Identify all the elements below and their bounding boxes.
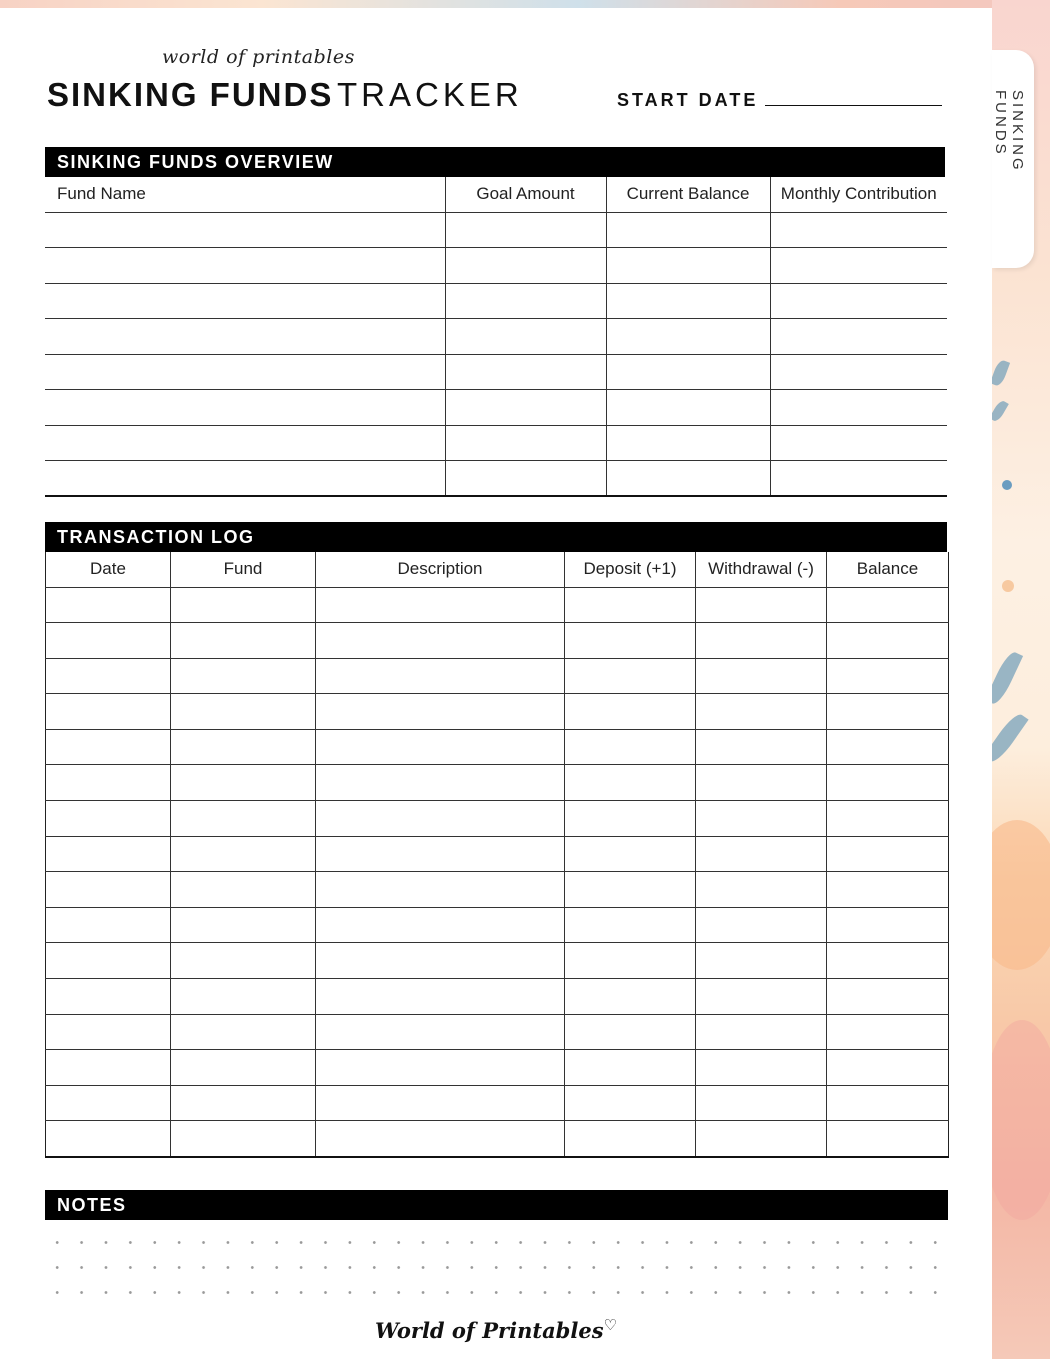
transaction-cell[interactable] bbox=[171, 658, 316, 694]
transaction-cell[interactable] bbox=[316, 765, 565, 801]
top-decor-strip bbox=[0, 0, 1050, 8]
transaction-cell[interactable] bbox=[565, 1085, 696, 1121]
overview-row bbox=[45, 354, 947, 390]
transaction-cell[interactable] bbox=[696, 1085, 827, 1121]
transaction-cell[interactable] bbox=[565, 658, 696, 694]
transaction-column-header: Balance bbox=[827, 552, 949, 587]
transaction-row bbox=[46, 765, 949, 801]
overview-cell[interactable] bbox=[445, 212, 606, 248]
overview-cell[interactable] bbox=[606, 461, 770, 497]
transaction-row bbox=[46, 587, 949, 623]
transaction-cell[interactable] bbox=[565, 623, 696, 659]
start-date-label: START DATE bbox=[617, 90, 759, 110]
transaction-cell[interactable] bbox=[171, 1014, 316, 1050]
transaction-cell[interactable] bbox=[696, 872, 827, 908]
overview-cell[interactable] bbox=[770, 354, 947, 390]
overview-cell[interactable] bbox=[45, 212, 445, 248]
transaction-row bbox=[46, 979, 949, 1015]
overview-cell[interactable] bbox=[45, 283, 445, 319]
overview-cell[interactable] bbox=[45, 354, 445, 390]
transaction-cell[interactable] bbox=[696, 836, 827, 872]
dot-icon bbox=[1002, 480, 1012, 490]
overview-cell[interactable] bbox=[606, 354, 770, 390]
transaction-cell[interactable] bbox=[171, 801, 316, 837]
transaction-row bbox=[46, 943, 949, 979]
overview-cell[interactable] bbox=[770, 283, 947, 319]
overview-cell[interactable] bbox=[445, 283, 606, 319]
transaction-table bbox=[45, 552, 949, 1158]
transaction-row bbox=[46, 1121, 949, 1157]
transaction-cell[interactable] bbox=[46, 729, 171, 765]
transaction-cell[interactable] bbox=[171, 623, 316, 659]
overview-column-header: Fund Name bbox=[45, 177, 445, 212]
transaction-cell[interactable] bbox=[827, 1014, 949, 1050]
transaction-cell[interactable] bbox=[827, 801, 949, 837]
leaf-icon bbox=[992, 359, 1010, 388]
transaction-cell[interactable] bbox=[46, 943, 171, 979]
transaction-cell[interactable] bbox=[696, 943, 827, 979]
transaction-cell[interactable] bbox=[46, 1014, 171, 1050]
transaction-column-header: Date bbox=[46, 552, 171, 587]
dot-icon bbox=[1002, 580, 1014, 592]
transaction-cell[interactable] bbox=[316, 623, 565, 659]
overview-cell[interactable] bbox=[606, 212, 770, 248]
overview-table bbox=[45, 177, 947, 497]
overview-cell[interactable] bbox=[770, 461, 947, 497]
overview-cell[interactable] bbox=[606, 283, 770, 319]
transaction-row bbox=[46, 694, 949, 730]
transaction-cell[interactable] bbox=[827, 729, 949, 765]
transaction-cell[interactable] bbox=[171, 1085, 316, 1121]
transaction-cell[interactable] bbox=[696, 907, 827, 943]
transaction-cell[interactable] bbox=[827, 1050, 949, 1086]
overview-cell[interactable] bbox=[445, 319, 606, 355]
transaction-cell[interactable] bbox=[171, 1121, 316, 1157]
brand-script-heading: world of printables bbox=[162, 46, 355, 68]
start-date-field[interactable] bbox=[765, 105, 942, 106]
transaction-row bbox=[46, 1050, 949, 1086]
transaction-cell[interactable] bbox=[316, 943, 565, 979]
transaction-cell[interactable] bbox=[171, 836, 316, 872]
transaction-cell[interactable] bbox=[171, 587, 316, 623]
transaction-row bbox=[46, 658, 949, 694]
transaction-cell[interactable] bbox=[171, 979, 316, 1015]
transaction-column-header: Fund bbox=[171, 552, 316, 587]
transaction-cell[interactable] bbox=[316, 694, 565, 730]
transaction-cell[interactable] bbox=[171, 943, 316, 979]
transaction-cell[interactable] bbox=[565, 1050, 696, 1086]
overview-cell[interactable] bbox=[770, 248, 947, 284]
transaction-cell[interactable] bbox=[46, 1085, 171, 1121]
transaction-cell[interactable] bbox=[171, 729, 316, 765]
transaction-column-header: Description bbox=[316, 552, 565, 587]
transaction-row bbox=[46, 836, 949, 872]
transaction-cell[interactable] bbox=[565, 801, 696, 837]
overview-cell[interactable] bbox=[770, 390, 947, 426]
transaction-cell[interactable] bbox=[827, 1085, 949, 1121]
transaction-cell[interactable] bbox=[827, 587, 949, 623]
transaction-cell[interactable] bbox=[171, 694, 316, 730]
transaction-cell[interactable] bbox=[565, 729, 696, 765]
overview-cell[interactable] bbox=[770, 319, 947, 355]
transaction-cell[interactable] bbox=[171, 1050, 316, 1086]
transaction-cell[interactable] bbox=[46, 836, 171, 872]
overview-row bbox=[45, 461, 947, 497]
transaction-cell[interactable] bbox=[565, 943, 696, 979]
overview-cell[interactable] bbox=[45, 248, 445, 284]
overview-cell[interactable] bbox=[45, 319, 445, 355]
leaf-icon bbox=[992, 710, 1029, 765]
overview-cell[interactable] bbox=[606, 319, 770, 355]
transaction-cell[interactable] bbox=[565, 836, 696, 872]
footer-logo bbox=[0, 1316, 992, 1343]
transaction-cell[interactable] bbox=[696, 765, 827, 801]
transaction-cell[interactable] bbox=[46, 1050, 171, 1086]
transaction-cell[interactable] bbox=[827, 907, 949, 943]
watercolor-blob bbox=[992, 1020, 1050, 1220]
overview-column-header: Monthly Contribution bbox=[770, 177, 947, 212]
transaction-cell[interactable] bbox=[171, 872, 316, 908]
transaction-cell[interactable] bbox=[316, 1014, 565, 1050]
transaction-cell[interactable] bbox=[565, 765, 696, 801]
transaction-cell[interactable] bbox=[696, 979, 827, 1015]
transaction-cell[interactable] bbox=[696, 658, 827, 694]
overview-cell[interactable] bbox=[606, 425, 770, 461]
transaction-row bbox=[46, 872, 949, 908]
page-title-light: TRACKER bbox=[337, 76, 523, 113]
transaction-cell[interactable] bbox=[316, 729, 565, 765]
transaction-cell[interactable] bbox=[46, 623, 171, 659]
transaction-cell[interactable] bbox=[46, 765, 171, 801]
overview-header-row bbox=[45, 177, 947, 212]
transaction-cell[interactable] bbox=[565, 907, 696, 943]
leaf-icon bbox=[992, 399, 1009, 423]
overview-cell[interactable] bbox=[606, 390, 770, 426]
overview-cell[interactable] bbox=[445, 248, 606, 284]
transaction-row bbox=[46, 1085, 949, 1121]
transaction-cell[interactable] bbox=[46, 979, 171, 1015]
transaction-cell[interactable] bbox=[316, 801, 565, 837]
transaction-cell[interactable] bbox=[316, 1085, 565, 1121]
overview-row bbox=[45, 212, 947, 248]
transaction-cell[interactable] bbox=[171, 765, 316, 801]
transaction-cell[interactable] bbox=[827, 765, 949, 801]
transaction-cell[interactable] bbox=[46, 587, 171, 623]
transaction-cell[interactable] bbox=[316, 587, 565, 623]
overview-cell[interactable] bbox=[606, 248, 770, 284]
overview-cell[interactable] bbox=[45, 461, 445, 497]
overview-row bbox=[45, 248, 947, 284]
overview-cell[interactable] bbox=[445, 354, 606, 390]
transaction-cell[interactable] bbox=[565, 587, 696, 623]
transaction-cell[interactable] bbox=[46, 1121, 171, 1157]
transaction-cell[interactable] bbox=[827, 872, 949, 908]
transaction-cell[interactable] bbox=[565, 979, 696, 1015]
transaction-cell[interactable] bbox=[696, 1050, 827, 1086]
transaction-row bbox=[46, 801, 949, 837]
overview-cell[interactable] bbox=[770, 212, 947, 248]
transaction-cell[interactable] bbox=[565, 1121, 696, 1157]
transaction-cell[interactable] bbox=[827, 1121, 949, 1157]
transaction-cell[interactable] bbox=[827, 694, 949, 730]
transaction-cell[interactable] bbox=[46, 801, 171, 837]
overview-column-header: Goal Amount bbox=[445, 177, 606, 212]
transaction-cell[interactable] bbox=[565, 694, 696, 730]
transaction-row bbox=[46, 623, 949, 659]
page-title-bold: SINKING FUNDS bbox=[47, 76, 334, 113]
transaction-cell[interactable] bbox=[316, 1121, 565, 1157]
transaction-column-header: Withdrawal (-) bbox=[696, 552, 827, 587]
transaction-cell[interactable] bbox=[696, 694, 827, 730]
watercolor-blob bbox=[992, 820, 1050, 970]
transaction-row bbox=[46, 907, 949, 943]
overview-column-header: Current Balance bbox=[606, 177, 770, 212]
transaction-cell[interactable] bbox=[696, 729, 827, 765]
transaction-cell[interactable] bbox=[696, 801, 827, 837]
overview-section-header: SINKING FUNDS OVERVIEW bbox=[45, 147, 945, 177]
transaction-column-header: Deposit (+1) bbox=[565, 552, 696, 587]
transaction-row bbox=[46, 729, 949, 765]
transaction-section-header: TRANSACTION LOG bbox=[45, 522, 947, 552]
heart-icon: ♡ bbox=[603, 1316, 617, 1334]
transaction-cell[interactable] bbox=[316, 872, 565, 908]
transaction-row bbox=[46, 1014, 949, 1050]
overview-row bbox=[45, 319, 947, 355]
transaction-cell[interactable] bbox=[316, 836, 565, 872]
transaction-cell[interactable] bbox=[696, 1014, 827, 1050]
transaction-cell[interactable] bbox=[316, 658, 565, 694]
overview-cell[interactable] bbox=[45, 425, 445, 461]
transaction-cell[interactable] bbox=[696, 623, 827, 659]
overview-cell[interactable] bbox=[45, 390, 445, 426]
notes-dot-grid[interactable] bbox=[45, 1230, 948, 1296]
transaction-cell[interactable] bbox=[46, 872, 171, 908]
transaction-cell[interactable] bbox=[827, 658, 949, 694]
transaction-cell[interactable] bbox=[316, 907, 565, 943]
transaction-cell[interactable] bbox=[316, 1050, 565, 1086]
transaction-cell[interactable] bbox=[46, 907, 171, 943]
transaction-cell[interactable] bbox=[46, 694, 171, 730]
footer-logo-text: World of Printables bbox=[375, 1318, 604, 1343]
overview-cell[interactable] bbox=[445, 425, 606, 461]
overview-cell[interactable] bbox=[445, 461, 606, 497]
transaction-cell[interactable] bbox=[171, 907, 316, 943]
transaction-cell[interactable] bbox=[316, 979, 565, 1015]
transaction-cell[interactable] bbox=[565, 872, 696, 908]
transaction-cell[interactable] bbox=[696, 1121, 827, 1157]
transaction-cell[interactable] bbox=[46, 658, 171, 694]
overview-cell[interactable] bbox=[770, 425, 947, 461]
overview-row bbox=[45, 425, 947, 461]
transaction-header-row bbox=[46, 552, 949, 587]
transaction-cell[interactable] bbox=[565, 1014, 696, 1050]
side-tab-label: SINKING FUNDS bbox=[992, 90, 1026, 173]
notes-section-header: NOTES bbox=[45, 1190, 948, 1220]
transaction-cell[interactable] bbox=[827, 979, 949, 1015]
overview-row bbox=[45, 390, 947, 426]
transaction-cell[interactable] bbox=[696, 587, 827, 623]
transaction-cell[interactable] bbox=[827, 836, 949, 872]
transaction-cell[interactable] bbox=[827, 943, 949, 979]
overview-row bbox=[45, 283, 947, 319]
leaf-icon bbox=[992, 649, 1023, 707]
overview-cell[interactable] bbox=[445, 390, 606, 426]
transaction-cell[interactable] bbox=[827, 623, 949, 659]
